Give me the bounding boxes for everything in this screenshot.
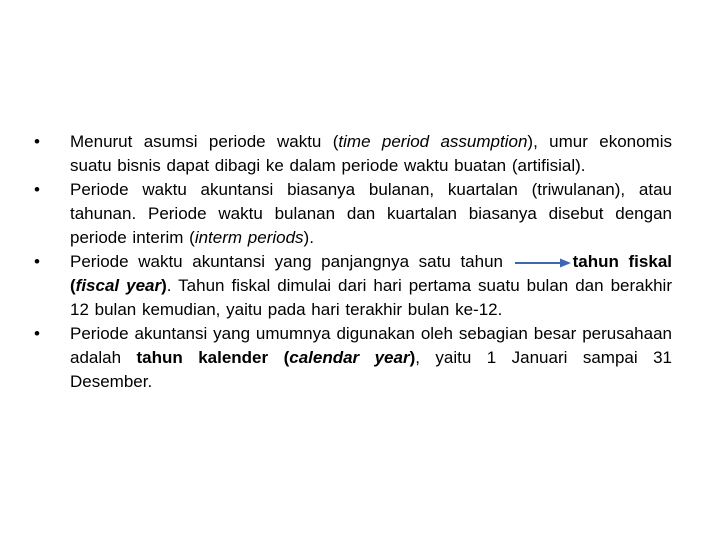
bullet-text: Menurut asumsi periode waktu ( [70, 132, 339, 151]
bullet-item-3 [30, 250, 672, 322]
bullet-text: . Tahun fiskal dimulai dari hari pertama suatu bulan dan berakhir 12 bulan kemudian, yaitu pada hari terakhir bulan ke-12. [70, 276, 672, 319]
bullet-text: ). [303, 228, 314, 247]
bullet-dot: • [34, 324, 40, 343]
bullet-list [30, 130, 672, 394]
bullet-text: Periode waktu akuntansi yang panjangnya satu tahun [70, 252, 503, 271]
bullet-bold-term: ) [161, 276, 167, 295]
bullet-text: , yaitu 1 Januari sampai 31 Desember. [70, 348, 672, 391]
bullet-bold-term: tahun fiskal ( [70, 252, 672, 295]
bullet-text: ), umur ekonomis suatu bisnis dapat dibagi ke dalam periode waktu buatan (artifisial). [70, 132, 672, 175]
bullet-italic-term: interm periods [194, 228, 304, 247]
bullet-bold-italic-term: calendar year [289, 348, 410, 367]
bullet-text: Periode akuntansi yang umumnya digunakan oleh sebagian besar perusahaan adalah [70, 324, 672, 367]
bullet-item-2 [30, 178, 672, 250]
bullet-dot: • [34, 132, 40, 151]
bullet-text: Periode waktu akuntansi biasanya bulanan, kuartalan (triwulanan), atau tahunan. Periode waktu bulanan dan kuartalan biasanya disebut dengan periode interim ( [70, 180, 672, 247]
bullet-dot: • [34, 180, 40, 199]
bullet-bold-italic-term: fiscal year [75, 276, 162, 295]
bullet-item-4 [30, 322, 672, 394]
right-arrow-icon [515, 258, 571, 268]
bullet-item-1 [30, 130, 672, 178]
bullet-bold-term: ) [409, 348, 416, 367]
bullet-bold-term: tahun kalender ( [136, 348, 290, 367]
bullet-dot: • [34, 252, 40, 271]
bullet-italic-term: time period assumption [338, 132, 528, 151]
